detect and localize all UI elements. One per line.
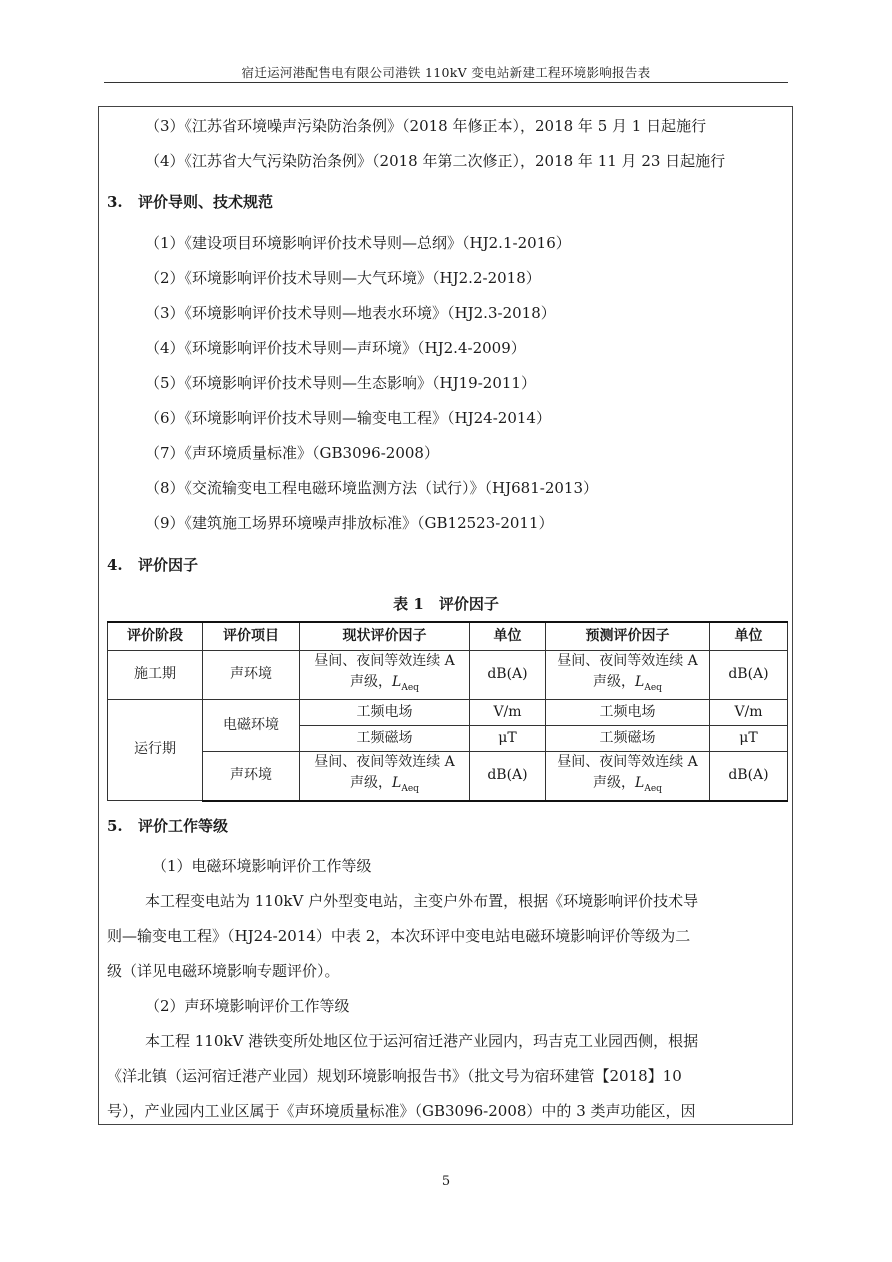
section-4-heading — [107, 554, 198, 575]
stage-cell: 运行期 — [108, 699, 203, 800]
factor-text: 声级， — [350, 774, 393, 791]
paragraph-line: 级（详见电磁环境影响专题评价）。 — [107, 962, 340, 980]
subsection-title: （2）声环境影响评价工作等级 — [145, 997, 350, 1015]
guideline-item: （8）《交流输变电工程电磁环境监测方法（试行）》（HJ681-2013） — [145, 479, 599, 497]
section-5-heading — [107, 815, 228, 836]
guideline-item: （4）《环境影响评价技术导则—声环境》（HJ2.4-2009） — [145, 339, 526, 357]
table-title: 表 1 评价因子 — [393, 595, 499, 613]
paragraph-line: 号），产业园内工业区属于《声环境质量标准》（GB3096-2008）中的 3 类声功能区，因 — [107, 1102, 696, 1120]
unit-cell: V/m — [470, 699, 546, 725]
evaluation-factors-table — [107, 621, 788, 802]
predicted-factor-cell: 工频磁场 — [546, 725, 710, 751]
item-cell: 声环境 — [203, 651, 300, 700]
subsection-title: （1）电磁环境影响评价工作等级 — [152, 857, 372, 875]
factor-text-line — [302, 672, 467, 699]
unit-cell: dB(A) — [470, 751, 546, 800]
laeq-symbol: $L_{Aeq}$ — [392, 774, 419, 794]
guideline-item: （1）《建设项目环境影响评价技术导则—总纲》（HJ2.1-2016） — [145, 234, 571, 252]
guideline-item: （6）《环境影响评价技术导则—输变电工程》（HJ24-2014） — [145, 409, 551, 427]
factor-text: 声级， — [593, 774, 636, 791]
factor-text-line: 昼间、夜间等效连续 A — [314, 653, 455, 669]
paragraph-line: 《洋北镇（运河宿迁港产业园）规划环境影响报告书》（批文号为宿环建管【2018】10 — [107, 1067, 682, 1085]
laeq-symbol: $L_{Aeq}$ — [392, 674, 419, 693]
laeq-symbol: $L_{Aeq}$ — [635, 774, 662, 794]
column-header: 单位 — [470, 622, 546, 651]
guideline-item: （7）《声环境质量标准》（GB3096-2008） — [145, 444, 439, 462]
current-factor-cell — [300, 651, 470, 700]
factor-text-line: 昼间、夜间等效连续 A — [557, 653, 698, 669]
unit-cell: V/m — [710, 699, 788, 725]
predicted-factor-cell — [546, 751, 710, 800]
page-number: 5 — [441, 1174, 451, 1189]
unit-cell: μT — [470, 725, 546, 751]
unit-cell: dB(A) — [710, 751, 788, 800]
table-row — [108, 751, 788, 800]
column-header: 预测评价因子 — [546, 622, 710, 651]
document-header: 宿迁运河港配售电有限公司港铁 110kV 变电站新建工程环境影响报告表 — [241, 65, 651, 80]
factor-text-line — [548, 672, 707, 699]
factor-text: 声级， — [350, 674, 393, 690]
section-number: 5. — [107, 817, 123, 835]
paragraph-line: 本工程 110kV 港铁变所处地区位于运河宿迁港产业园内，玛吉克工业园西侧，根据 — [145, 1032, 699, 1050]
factor-text: 声级， — [593, 674, 636, 690]
column-header: 现状评价因子 — [300, 622, 470, 651]
header-rule — [104, 82, 788, 83]
regulation-item: （4）《江苏省大气污染防治条例》（2018 年第二次修正），2018 年 11 月 23 日起施行 — [145, 152, 726, 170]
item-cell: 声环境 — [203, 751, 300, 800]
column-header: 评价项目 — [203, 622, 300, 651]
section-number: 4. — [107, 556, 123, 574]
paragraph-line: 则—输变电工程》（HJ24-2014）中表 2，本次环评中变电站电磁环境影响评价等级为二 — [107, 927, 691, 945]
regulation-item: （3）《江苏省环境噪声污染防治条例》（2018 年修正本），2018 年 5 月 1 日起施行 — [145, 117, 707, 135]
section-title: 评价因子 — [138, 556, 199, 574]
current-factor-cell: 工频电场 — [300, 699, 470, 725]
unit-cell: μT — [710, 725, 788, 751]
section-3-heading — [107, 191, 273, 212]
unit-cell: dB(A) — [470, 651, 546, 700]
laeq-symbol: $L_{Aeq}$ — [635, 674, 662, 693]
factor-text-line: 昼间、夜间等效连续 A — [314, 753, 455, 770]
current-factor-cell: 工频磁场 — [300, 725, 470, 751]
table-row — [108, 699, 788, 725]
section-title: 评价导则、技术规范 — [138, 193, 274, 211]
table-header-row — [108, 622, 788, 651]
column-header: 评价阶段 — [108, 622, 203, 651]
paragraph-line: 本工程变电站为 110kV 户外型变电站，主变户外布置，根据《环境影响评价技术导 — [145, 892, 699, 910]
predicted-factor-cell: 工频电场 — [546, 699, 710, 725]
column-header: 单位 — [710, 622, 788, 651]
factor-text-line — [548, 773, 707, 800]
section-number: 3. — [107, 193, 123, 211]
unit-cell: dB(A) — [710, 651, 788, 700]
guideline-item: （5）《环境影响评价技术导则—生态影响》（HJ19-2011） — [145, 374, 536, 392]
predicted-factor-cell — [546, 651, 710, 700]
section-title: 评价工作等级 — [138, 817, 229, 835]
item-cell: 电磁环境 — [203, 699, 300, 751]
guideline-item: （9）《建筑施工场界环境噪声排放标准》（GB12523-2011） — [145, 514, 554, 532]
factor-text-line: 昼间、夜间等效连续 A — [557, 753, 698, 770]
stage-cell: 施工期 — [108, 651, 203, 700]
current-factor-cell — [300, 751, 470, 800]
table-row — [108, 651, 788, 700]
factor-text-line — [302, 773, 467, 800]
guideline-item: （2）《环境影响评价技术导则—大气环境》（HJ2.2-2018） — [145, 269, 541, 287]
guideline-item: （3）《环境影响评价技术导则—地表水环境》（HJ2.3-2018） — [145, 304, 556, 322]
